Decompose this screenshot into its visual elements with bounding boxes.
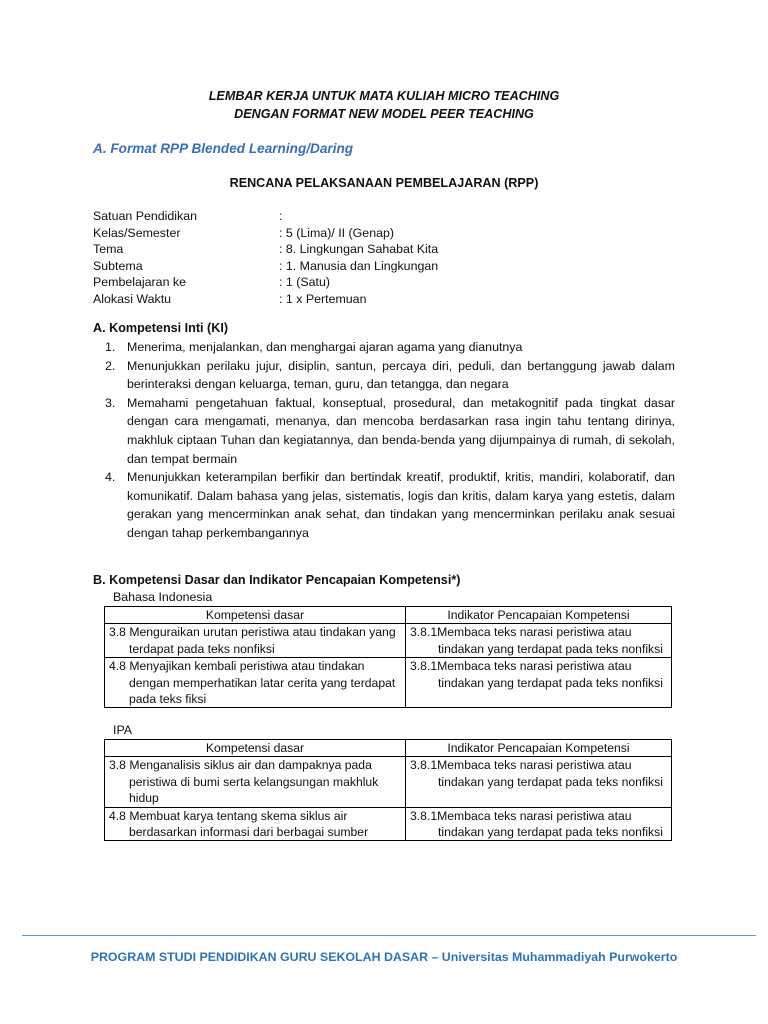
subject-label-bahasa-indonesia: Bahasa Indonesia — [113, 590, 213, 604]
info-row — [93, 258, 438, 275]
table-row — [105, 757, 672, 807]
info-row — [93, 208, 438, 225]
ki-heading: A. Kompetensi Inti (KI) — [93, 321, 229, 335]
info-value: : — [279, 209, 283, 223]
column-header-kd: Kompetensi dasar — [105, 607, 406, 624]
ipk-text: 3.8.1Membaca teks narasi peristiwa atau tindakan yang terdapat pada teks nonfiksi — [410, 808, 663, 840]
kd-text: 4.8 Membuat karya tentang skema siklus air berdasarkan informasi dari berbagai sumber — [109, 808, 369, 840]
list-item — [105, 468, 675, 542]
ipk-cell — [406, 624, 672, 658]
subject-label-ipa: IPA — [113, 723, 133, 737]
list-item — [105, 357, 675, 394]
identity-info-block — [93, 208, 438, 308]
ipk-text: 3.8.1Membaca teks narasi peristiwa atau tindakan yang terdapat pada teks nonfiksi — [410, 758, 663, 789]
info-value: : 1 x Pertemuan — [279, 291, 367, 306]
column-header-ipk: Indikator Pencapaian Kompetensi — [406, 740, 672, 757]
ipk-text: 3.8.1Membaca teks narasi peristiwa atau tindakan yang terdapat pada teks nonfiksi — [410, 659, 663, 690]
ki-text: Menunjukkan perilaku jujur, disiplin, santun, percaya diri, peduli, dan bertanggung jawab dalam berinteraksi dengan keluarga, teman, guru, dan tetangga, dan negara — [127, 358, 675, 392]
kd-cell — [105, 757, 406, 807]
table-row — [105, 624, 672, 658]
ipk-text: 3.8.1Membaca teks narasi peristiwa atau tindakan yang terdapat pada teks nonfiksi — [410, 625, 663, 656]
ki-text: Menerima, menjalankan, dan menghargai ajaran agama yang dianutnya — [127, 340, 523, 354]
list-item — [105, 338, 675, 357]
info-value: : 8. Lingkungan Sahabat Kita — [279, 242, 439, 257]
info-value: : 1. Manusia dan Lingkungan — [279, 258, 439, 273]
table-row — [105, 807, 672, 841]
kd-text: 3.8 Menganalisis siklus air dan dampaknya pada peristiwa di bumi serta kelangsungan makhluk hidup — [109, 758, 379, 806]
ipk-cell — [406, 658, 672, 708]
footer-divider — [22, 935, 756, 936]
kd-table-ipa — [104, 739, 672, 841]
info-key: Satuan Pendidikan — [93, 209, 198, 223]
ipk-cell — [406, 807, 672, 841]
column-header-kd: Kompetensi dasar — [105, 740, 406, 757]
info-value: : 1 (Satu) — [279, 275, 330, 290]
ki-number: 3. — [105, 395, 116, 410]
ki-number: 1. — [105, 340, 116, 354]
kd-cell — [105, 807, 406, 841]
ki-number: 4. — [105, 470, 116, 485]
kd-table-bahasa-indonesia — [104, 606, 672, 708]
table-header-row — [105, 607, 672, 624]
kd-cell — [105, 624, 406, 658]
info-key: Tema — [93, 242, 124, 257]
info-key: Kelas/Semester — [93, 225, 181, 240]
document-title-line1: LEMBAR KERJA UNTUK MATA KULIAH MICRO TEACHING — [208, 89, 560, 103]
ki-text: Memahami pengetahuan faktual, konseptual, prosedural, dan metakognitif pada tingkat dasar dengan cara mengamati, menanya, dan mencoba berdasarkan rasa ingin tahu tentang dirinya, makhluk ciptaan Tuhan dan kegiatannya, dan benda-benda yang dijumpainya di rumah, di sekolah, dan tempat bermain — [127, 395, 675, 466]
ki-text: Menunjukkan keterampilan berfikir dan bertindak kreatif, produktif, kritis, mandiri, kolaboratif, dan komunikatif. Dalam bahasa yang jelas, sistematis, logis dan kritis, dalam karya yang estetis, dalam gerakan yang mencerminkan anak sehat, dan tindakan yang mencerminkan perilaku anak sesuai dengan tahap perkembangannya — [127, 470, 675, 540]
kd-cell — [105, 658, 406, 708]
kd-text: 3.8 Menguraikan urutan peristiwa atau tindakan yang terdapat pada teks nonfiksi — [109, 625, 396, 656]
info-value: : 5 (Lima)/ II (Genap) — [279, 225, 394, 240]
ipk-cell — [406, 757, 672, 807]
info-row — [93, 291, 438, 308]
rpp-title: RENCANA PELAKSANAAN PEMBELAJARAN (RPP) — [229, 176, 539, 190]
column-header-ipk: Indikator Pencapaian Kompetensi — [406, 607, 672, 624]
info-row — [93, 241, 438, 258]
info-key: Pembelajaran ke — [93, 275, 186, 290]
kd-text: 4.8 Menyajikan kembali peristiwa atau tindakan dengan memperhatikan latar cerita yang terdapat pada teks fiksi — [109, 659, 396, 707]
info-key: Subtema — [93, 258, 143, 273]
info-row — [93, 225, 438, 242]
info-row — [93, 274, 438, 291]
list-item — [105, 394, 675, 468]
kd-heading: B. Kompetensi Dasar dan Indikator Pencapaian Kompetensi*) — [93, 573, 461, 587]
document-title-line2: DENGAN FORMAT NEW MODEL PEER TEACHING — [234, 107, 534, 121]
table-header-row — [105, 740, 672, 757]
section-format-heading: A. Format RPP Blended Learning/Daring — [93, 141, 354, 156]
table-row — [105, 658, 672, 708]
info-key: Alokasi Waktu — [93, 291, 172, 306]
footer-text: PROGRAM STUDI PENDIDIKAN GURU SEKOLAH DASAR – Universitas Muhammadiyah Purwokerto — [90, 950, 678, 964]
ki-list — [105, 338, 675, 543]
ki-number: 2. — [105, 358, 116, 373]
